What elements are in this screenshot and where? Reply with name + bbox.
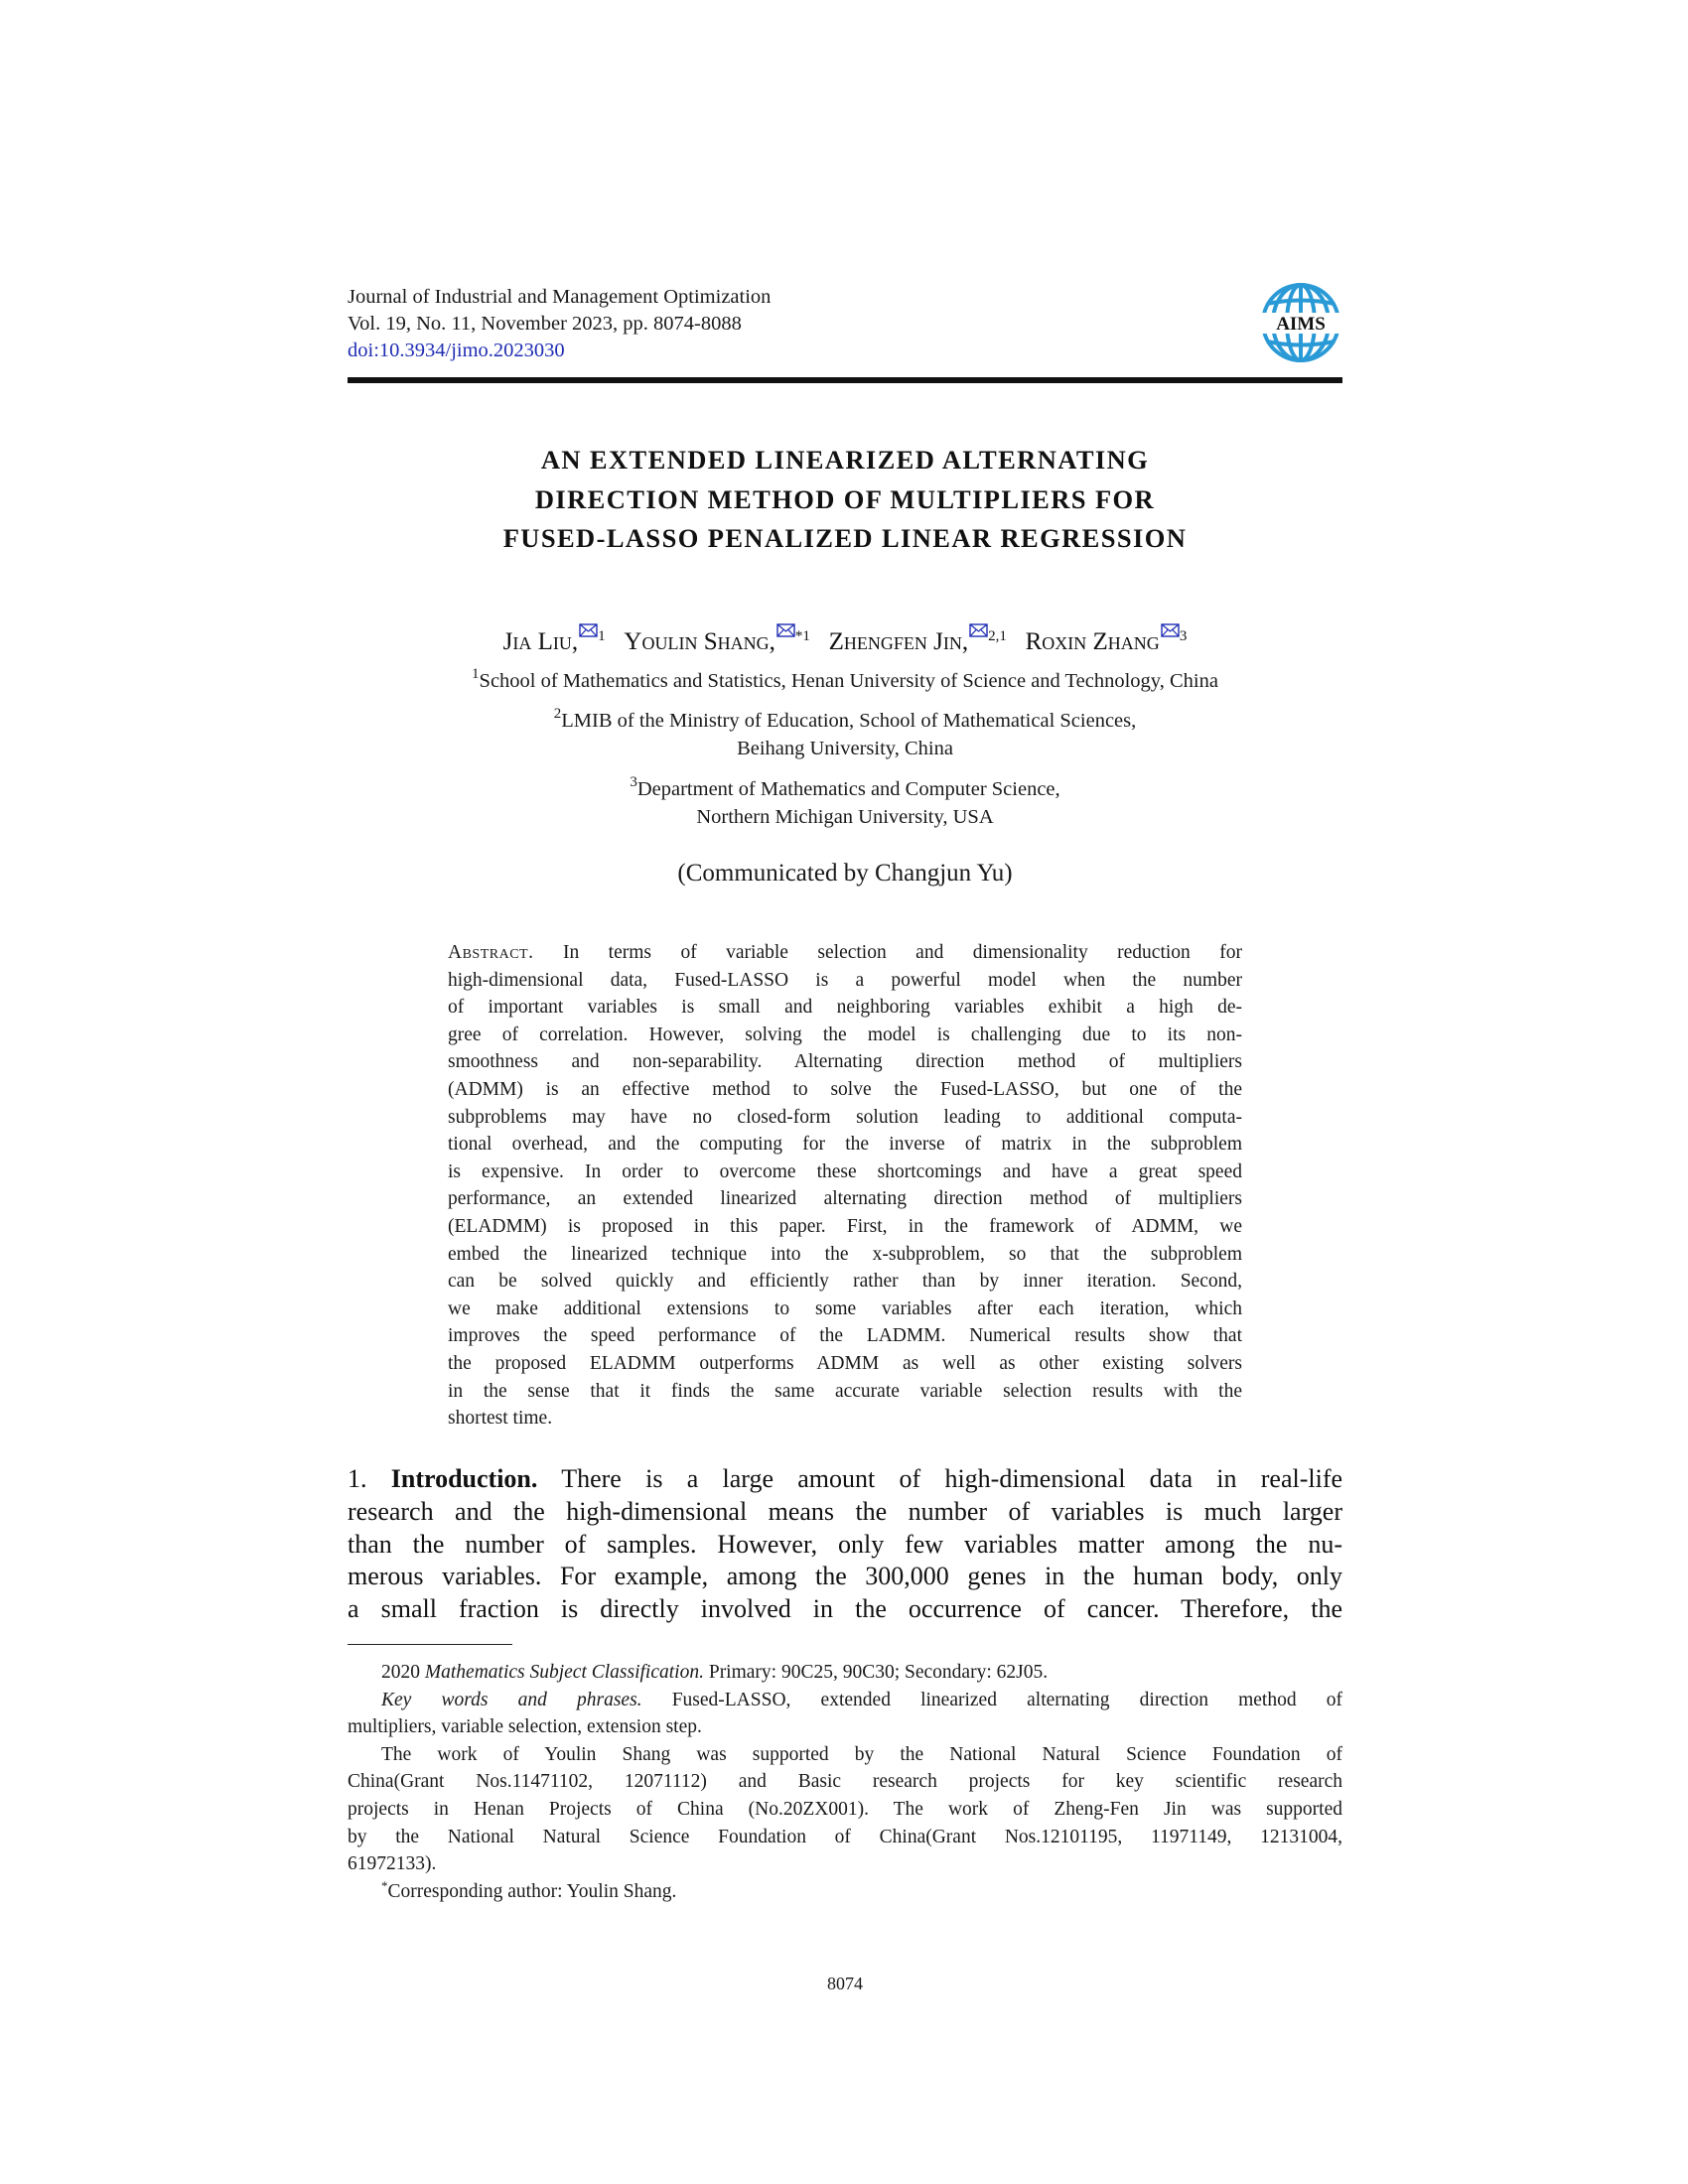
msc-year: 2020 [381,1662,420,1683]
intro-line: research and the high-dimensional means the number of variables is much larger [348,1496,1342,1526]
email-icon[interactable] [579,623,598,637]
introduction-section [348,1463,1342,1626]
journal-name: Journal of Industrial and Management Optimization [348,286,772,308]
affiliation-3 [348,775,1342,831]
email-icon[interactable] [1161,623,1180,637]
corresponding-footnote [348,1878,1342,1906]
abstract [448,939,1242,1433]
msc-label: Mathematics Subject Classification. [424,1662,704,1683]
journal-header [348,284,771,364]
author-sup: 3 [1179,628,1188,644]
footnotes [348,1659,1342,1905]
affiliation-sup: 2 [553,706,562,722]
abstract-line: can be solved quickly and efficiently rather than by inner iteration. Second, [448,1271,1242,1293]
email-icon[interactable] [776,623,795,637]
abstract-line: high-dimensional data, Fused-LASSO is a powerful model when the number [448,969,1242,991]
affiliation-1 [348,667,1342,695]
author-sup: *1 [794,628,810,644]
affiliation-text: Northern Michigan University, USA [696,806,994,828]
funding-line: The work of Youlin Shang was supported by the National Natural Science Foundation of [381,1743,1342,1765]
funding-line: China(Grant Nos.11471102, 12071112) and Basic research projects for key scientific research [348,1771,1342,1793]
funding-line: by the National Natural Science Foundation of China(Grant Nos.12101195, 11971149, 12131004, [348,1826,1342,1847]
author-sup: 1 [598,628,606,644]
email-icon[interactable] [969,623,988,637]
intro-line: than the number of samples. However, only few variables matter among the nu- [348,1529,1342,1559]
msc-footnote [348,1659,1342,1687]
logo-text: AIMS [1276,314,1326,335]
abstract-line: (ADMM) is an effective method to solve the Fused-LASSO, but one of the [448,1078,1242,1100]
author-4 [1026,628,1188,655]
abstract-label: Abstract. [448,942,534,963]
keywords-footnote [348,1687,1342,1714]
volume-line: Vol. 19, No. 11, November 2023, pp. 8074-8088 [348,313,742,335]
abstract-line: embed the linearized technique into the x-subproblem, so that the subproblem [448,1243,1242,1265]
abstract-line: improves the speed performance of the LADMM. Numerical results show that [448,1325,1242,1347]
doi-link[interactable]: doi:10.3934/jimo.2023030 [348,340,565,361]
page-number: 8074 [827,1974,863,1993]
abstract-line: of important variables is small and neighboring variables exhibit a high de- [448,997,1242,1019]
affiliation-sup: 1 [472,666,480,682]
author-1 [503,628,606,655]
abstract-line: the proposed ELADMM outperforms ADMM as well as other existing solvers [448,1352,1242,1374]
author-2 [624,628,809,655]
abstract-line: performance, an extended linearized alternating direction method of multipliers [448,1188,1242,1210]
paper-title [348,441,1342,559]
author-name: Jia Liu, [502,628,579,655]
intro-line: merous variables. For example, among the 300,000 genes in the human body, only [348,1562,1342,1591]
abstract-line: subproblems may have no closed-form solution leading to additional computa- [448,1106,1242,1128]
title-line-1: AN EXTENDED LINEARIZED ALTERNATING [540,445,1150,475]
corresponding-text: Corresponding author: Youlin Shang. [387,1880,677,1902]
author-name: Youlin Shang, [624,628,775,655]
abstract-line: smoothness and non-separability. Alternating direction method of multipliers [448,1051,1242,1073]
affiliation-text: School of Mathematics and Statistics, Henan University of Science and Technology, China [479,670,1218,692]
affiliation-text: Department of Mathematics and Computer Science, [636,778,1060,800]
author-list [348,623,1342,657]
header-rule [348,377,1342,383]
author-name: Roxin Zhang [1025,628,1160,655]
affiliation-text: Beihang University, China [737,738,953,759]
keywords-label: Key words and phrases. [381,1689,642,1710]
author-sup: 2,1 [988,628,1007,644]
affiliation-2 [348,707,1342,762]
intro-line: a small fraction is directly involved in the occurrence of cancer. Therefore, the [348,1594,1342,1624]
abstract-line: gree of correlation. However, solving the model is challenging due to its non- [448,1024,1242,1045]
abstract-line: shortest time. [448,1408,553,1430]
funding-line: projects in Henan Projects of China (No.20ZX001). The work of Zheng-Fen Jin was supported [348,1798,1342,1820]
abstract-line: (ELADMM) is proposed in this paper. First, in the framework of ADMM, we [448,1215,1242,1237]
title-line-3: FUSED-LASSO PENALIZED LINEAR REGRESSION [502,523,1188,553]
funding-line: 61972133). [348,1853,437,1875]
abstract-line: tional overhead, and the computing for the inverse of matrix in the subproblem [448,1134,1242,1156]
section-number: 1. [348,1464,367,1493]
author-name: Zhengfen Jin, [828,628,969,655]
affiliation-sup: 3 [630,774,637,790]
abstract-line: In terms of variable selection and dimensionality reduction for [562,942,1242,963]
abstract-line: we make additional extensions to some variables after each iteration, which [448,1297,1242,1319]
abstract-line: is expensive. In order to overcome these shortcomings and have a great speed [448,1160,1242,1182]
aims-globe-logo [1257,279,1344,366]
intro-line: There is a large amount of high-dimensional data in real-life [561,1464,1343,1493]
section-heading: Introduction. [390,1464,538,1493]
corresponding-mark: * [381,1877,388,1893]
msc-text: Primary: 90C25, 90C30; Secondary: 62J05. [708,1662,1049,1683]
abstract-line: in the sense that it finds the same accurate variable selection results with the [448,1380,1242,1402]
communicated-by: (Communicated by Changjun Yu) [677,860,1013,887]
title-line-2: DIRECTION METHOD OF MULTIPLIERS FOR [534,483,1156,514]
keywords-text: Fused-LASSO, extended linearized alternating direction method of [671,1689,1342,1710]
footnote-rule [348,1644,512,1645]
keywords-text: multipliers, variable selection, extension step. [348,1716,702,1738]
affiliation-text: LMIB of the Ministry of Education, School of Mathematical Sciences, [561,710,1137,732]
author-3 [829,628,1007,655]
